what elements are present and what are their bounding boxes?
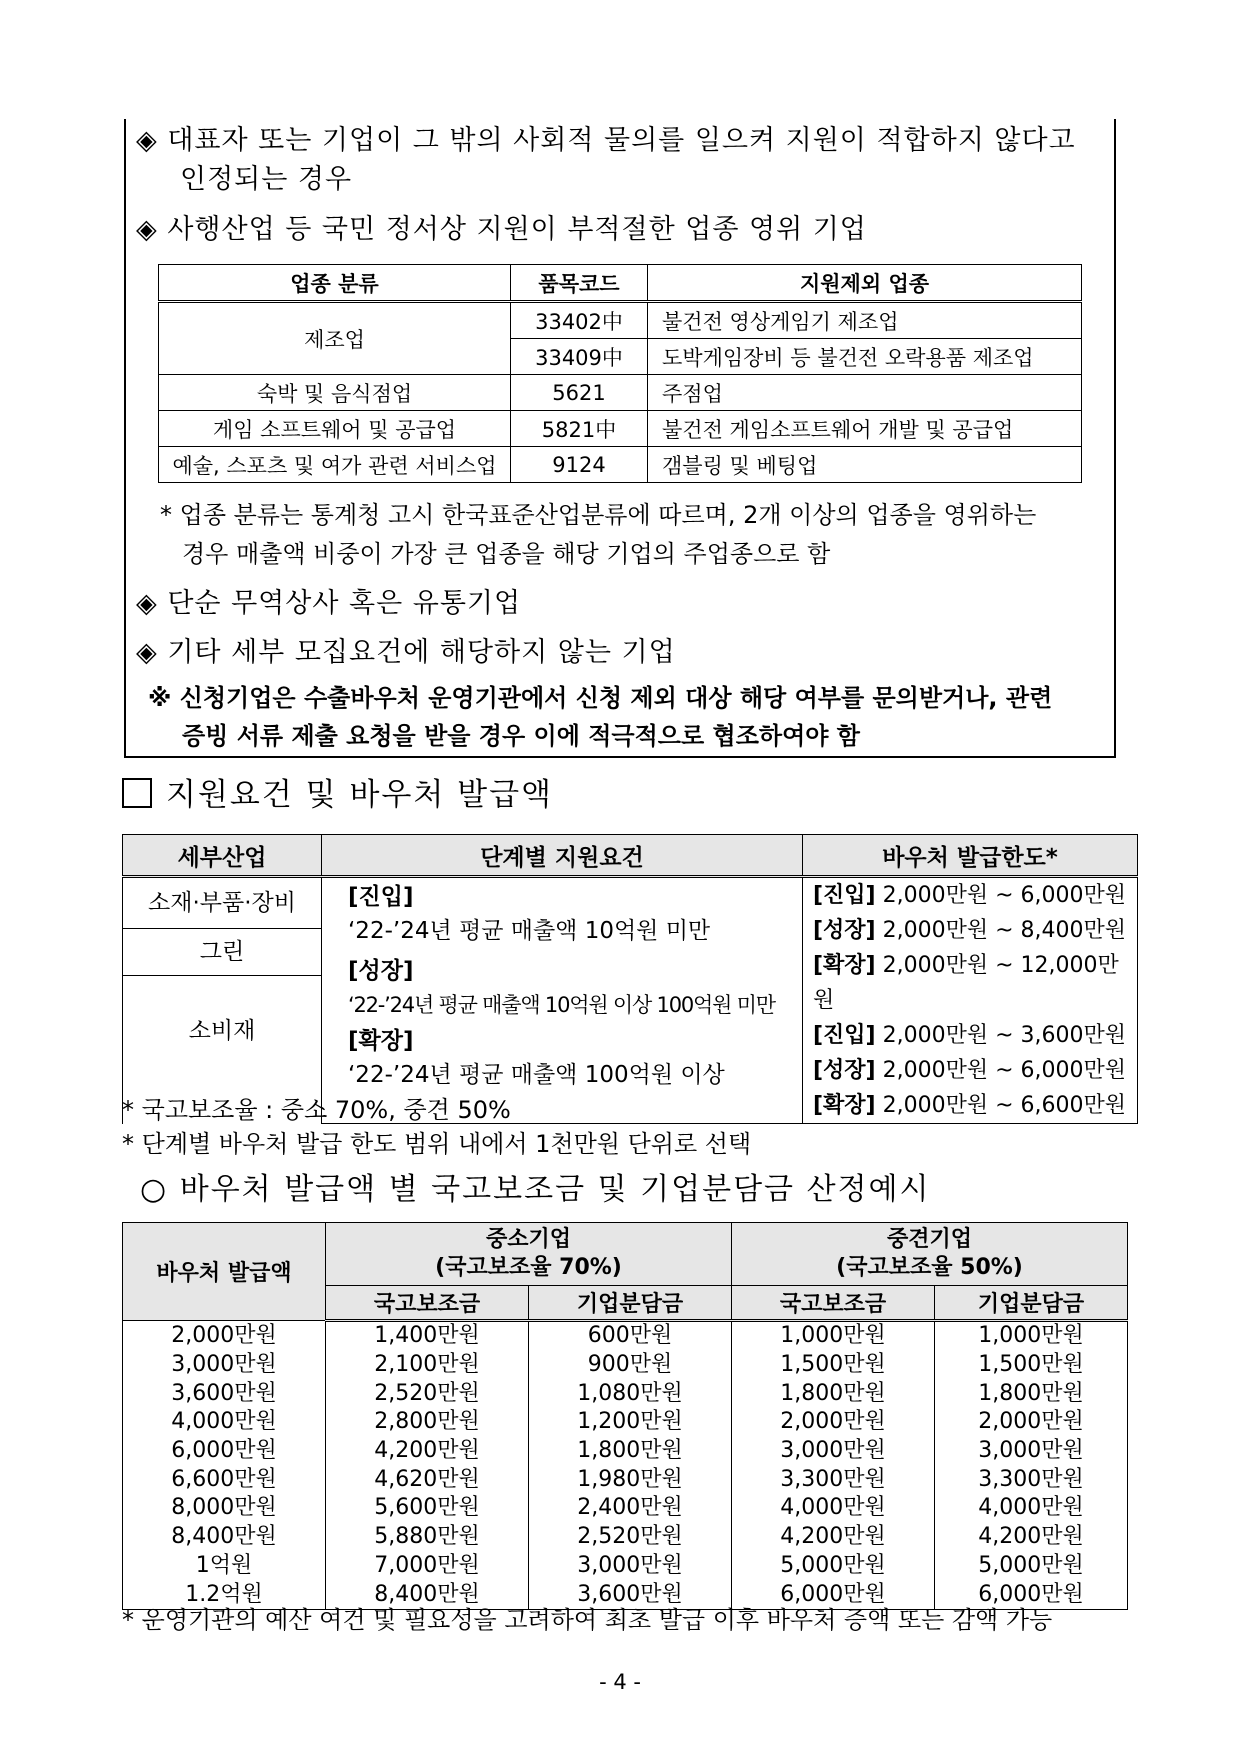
- sme-rate: (국고보조율 70%): [435, 1255, 622, 1280]
- industry-cell: 그린: [123, 929, 321, 976]
- category-cell: 숙박 및 음식점업: [159, 375, 511, 411]
- excluded-industry-table: [158, 264, 1082, 483]
- requirements-table: [122, 834, 1138, 1124]
- table-cell: 8,000만원: [123, 1494, 326, 1523]
- table-cell: 3,300만원: [732, 1465, 935, 1494]
- stage-block: [348, 880, 802, 1092]
- checkbox-icon: [122, 778, 152, 808]
- table-row: [123, 1379, 1128, 1408]
- industry-note-line1: * 업종 분류는 통계청 고시 한국표준산업분류에 따르며, 2개 이상의 업종을 영위하는: [160, 501, 1037, 529]
- table-row: [123, 1437, 1128, 1466]
- limit-label: [진입]: [813, 883, 876, 908]
- table-cell: 1,400만원: [326, 1321, 529, 1351]
- table-cell: 2,100만원: [326, 1351, 529, 1380]
- col-header-category: 업종 분류: [159, 265, 511, 302]
- subsidy-rate-note: * 국고보조율 : 중소 70%, 중견 50%: [122, 1096, 511, 1124]
- exclusion-item-2: ◈ 사행산업 등 국민 정서상 지원이 부적절한 업종 영위 기업: [136, 214, 867, 245]
- table-row: [123, 1552, 1128, 1581]
- table-cell: 2,000만원: [123, 1321, 326, 1351]
- table-cell: 3,000만원: [529, 1552, 732, 1581]
- table-cell: 4,200만원: [326, 1437, 529, 1466]
- table-cell: 3,600만원: [529, 1580, 732, 1609]
- col-header-limit: 바우처 발급한도*: [803, 835, 1138, 877]
- unit-selection-note: * 단계별 바우처 발급 한도 범위 내에서 1천만원 단위로 선택: [122, 1130, 752, 1158]
- limit-text: 2,000만원 ~ 12,000만원: [813, 953, 1119, 1013]
- exclusion-item-4: ◈ 기타 세부 모집요건에 해당하지 않는 기업: [136, 637, 676, 668]
- stage-label: [성장]: [348, 958, 414, 984]
- table-cell: 3,000만원: [123, 1351, 326, 1380]
- cooperation-note-line2: 증빙 서류 제출 요청을 받을 경우 이에 적극적으로 협조하여야 함: [182, 722, 860, 750]
- table-cell: 6,600만원: [123, 1465, 326, 1494]
- table-cell: 1.2억원: [123, 1580, 326, 1609]
- limit-text: 2,000만원 ~ 3,600만원: [882, 1023, 1127, 1048]
- col-header-code: 품목코드: [511, 265, 648, 302]
- table-cell: 4,200만원: [732, 1523, 935, 1552]
- code-cell: 33409中: [511, 339, 648, 375]
- industry-cell: 갬블링 및 베팅업: [648, 447, 1082, 483]
- table-cell: 4,200만원: [935, 1523, 1128, 1552]
- table-cell: 8,400만원: [123, 1523, 326, 1552]
- code-cell: 5821中: [511, 411, 648, 447]
- table-cell: 5,000만원: [935, 1552, 1128, 1581]
- exclusion-item-1-line2: 인정되는 경우: [180, 164, 353, 195]
- code-cell: 33402中: [511, 302, 648, 339]
- table-cell: 4,000만원: [732, 1494, 935, 1523]
- mid-header: [732, 1223, 1128, 1286]
- table-cell: 2,520만원: [529, 1523, 732, 1552]
- industry-cell: 불건전 영상게임기 제조업: [648, 302, 1082, 339]
- table-cell: 600만원: [529, 1321, 732, 1351]
- limit-text: 2,000만원 ~ 6,000만원: [882, 1058, 1127, 1083]
- exclusion-item-3: ◈ 단순 무역상사 혹은 유통기업: [136, 588, 522, 619]
- limit-label: [성장]: [813, 918, 876, 943]
- exclusion-item-1-line1: ◈ 대표자 또는 기업이 그 밖의 사회적 물의를 일으켜 지원이 적합하지 않다고: [136, 125, 1076, 156]
- table-cell: 6,000만원: [123, 1437, 326, 1466]
- table-cell: 7,000만원: [326, 1552, 529, 1581]
- col-header-amount: 바우처 발급액: [123, 1223, 326, 1321]
- sub-header: 기업분담금: [935, 1286, 1128, 1321]
- table-cell: 1,000만원: [935, 1321, 1128, 1351]
- table-cell: 3,000만원: [732, 1437, 935, 1466]
- mid-rate: (국고보조율 50%): [836, 1255, 1023, 1280]
- voucher-example-table: [122, 1222, 1128, 1610]
- table-cell: 1,500만원: [935, 1351, 1128, 1380]
- code-cell: 5621: [511, 375, 648, 411]
- table-cell: 8,400만원: [326, 1580, 529, 1609]
- table-cell: 1,800만원: [529, 1437, 732, 1466]
- table-cell: 3,300만원: [935, 1465, 1128, 1494]
- table-cell: 2,520만원: [326, 1379, 529, 1408]
- sme-header: [326, 1223, 732, 1286]
- col-header-industry: 지원제외 업종: [648, 265, 1082, 302]
- mid-title: 중견기업: [886, 1227, 972, 1252]
- table-cell: 2,800만원: [326, 1408, 529, 1437]
- limit-text: 2,000만원 ~ 8,400만원: [882, 918, 1127, 943]
- table-cell: 3,000만원: [935, 1437, 1128, 1466]
- limit-text: 2,000만원 ~ 6,000만원: [882, 883, 1127, 908]
- table-row: [123, 1351, 1128, 1380]
- sub-header: 기업분담금: [529, 1286, 732, 1321]
- table-cell: 1,800만원: [935, 1379, 1128, 1408]
- limit-label: [확장]: [813, 953, 876, 978]
- table-cell: 3,600만원: [123, 1379, 326, 1408]
- limit-label: [성장]: [813, 1058, 876, 1083]
- limit-block: [813, 878, 1137, 1123]
- col-header-requirements: 단계별 지원요건: [322, 835, 803, 877]
- limit-text: 2,000만원 ~ 6,600만원: [882, 1093, 1127, 1118]
- table-cell: 1,080만원: [529, 1379, 732, 1408]
- table-cell: 4,000만원: [123, 1408, 326, 1437]
- table-row: [123, 1408, 1128, 1437]
- table-cell: 4,000만원: [935, 1494, 1128, 1523]
- cooperation-note-line1: ※ 신청기업은 수출바우처 운영기관에서 신청 제외 대상 해당 여부를 문의받거나, 관련: [148, 684, 1053, 712]
- industry-cell: 주점업: [648, 375, 1082, 411]
- industry-note-line2: 경우 매출액 비중이 가장 큰 업종을 해당 기업의 주업종으로 함: [182, 540, 831, 568]
- limit-label: [진입]: [813, 1023, 876, 1048]
- stage-label: [진입]: [348, 884, 414, 910]
- stage-text: ‘22-’24년 평균 매출액 100억원 이상: [348, 1062, 725, 1088]
- industry-cell: 소재·부품·장비: [123, 878, 321, 929]
- category-cell: 게임 소프트웨어 및 공급업: [159, 411, 511, 447]
- table-cell: 1,500만원: [732, 1351, 935, 1380]
- table-row: [123, 1494, 1128, 1523]
- table-cell: 1억원: [123, 1552, 326, 1581]
- example-title: ○ 바우처 발급액 별 국고보조금 및 기업분담금 산정예시: [140, 1172, 931, 1207]
- table-cell: 1,200만원: [529, 1408, 732, 1437]
- table-cell: 6,000만원: [732, 1580, 935, 1609]
- sub-header: 국고보조금: [732, 1286, 935, 1321]
- table-cell: 5,000만원: [732, 1552, 935, 1581]
- table-cell: 5,880만원: [326, 1523, 529, 1552]
- stage-text: ‘22-’24년 평균 매출액 10억원 미만: [348, 918, 711, 944]
- table-cell: 4,620만원: [326, 1465, 529, 1494]
- page-number: - 4 -: [599, 1670, 641, 1694]
- section-title-text: 지원요건 및 바우처 발급액: [166, 777, 553, 813]
- example-footnote: * 운영기관의 예산 여건 및 필요성을 고려하여 최초 발급 이후 바우처 증액 또는 감액 가능: [122, 1606, 1053, 1634]
- table-cell: 5,600만원: [326, 1494, 529, 1523]
- category-cell: 예술, 스포츠 및 여가 관련 서비스업: [159, 447, 511, 483]
- industry-cell: 불건전 게임소프트웨어 개발 및 공급업: [648, 411, 1082, 447]
- table-cell: 2,000만원: [732, 1408, 935, 1437]
- industry-cell: 소비재: [188, 1018, 256, 1044]
- section-title: [122, 775, 553, 815]
- code-cell: 9124: [511, 447, 648, 483]
- table-cell: 6,000만원: [935, 1580, 1128, 1609]
- table-cell: 1,980만원: [529, 1465, 732, 1494]
- limit-label: [확장]: [813, 1093, 876, 1118]
- table-row: [123, 1523, 1128, 1552]
- category-cell: 제조업: [159, 302, 511, 375]
- example-rows: [123, 1321, 1128, 1610]
- table-cell: 2,000만원: [935, 1408, 1128, 1437]
- stage-label: [확장]: [348, 1028, 414, 1054]
- col-header-industry: 세부산업: [123, 835, 322, 877]
- table-cell: 900만원: [529, 1351, 732, 1380]
- table-cell: 2,400만원: [529, 1494, 732, 1523]
- sub-header: 국고보조금: [326, 1286, 529, 1321]
- table-row: [123, 1321, 1128, 1351]
- industry-cell: 도박게임장비 등 불건전 오락용품 제조업: [648, 339, 1082, 375]
- table-row: [123, 1465, 1128, 1494]
- table-cell: 1,000만원: [732, 1321, 935, 1351]
- stage-text: ‘22-’24년 평균 매출액 10억원 이상 100억원 미만: [348, 993, 775, 1017]
- table-cell: 1,800만원: [732, 1379, 935, 1408]
- sme-title: 중소기업: [485, 1227, 571, 1252]
